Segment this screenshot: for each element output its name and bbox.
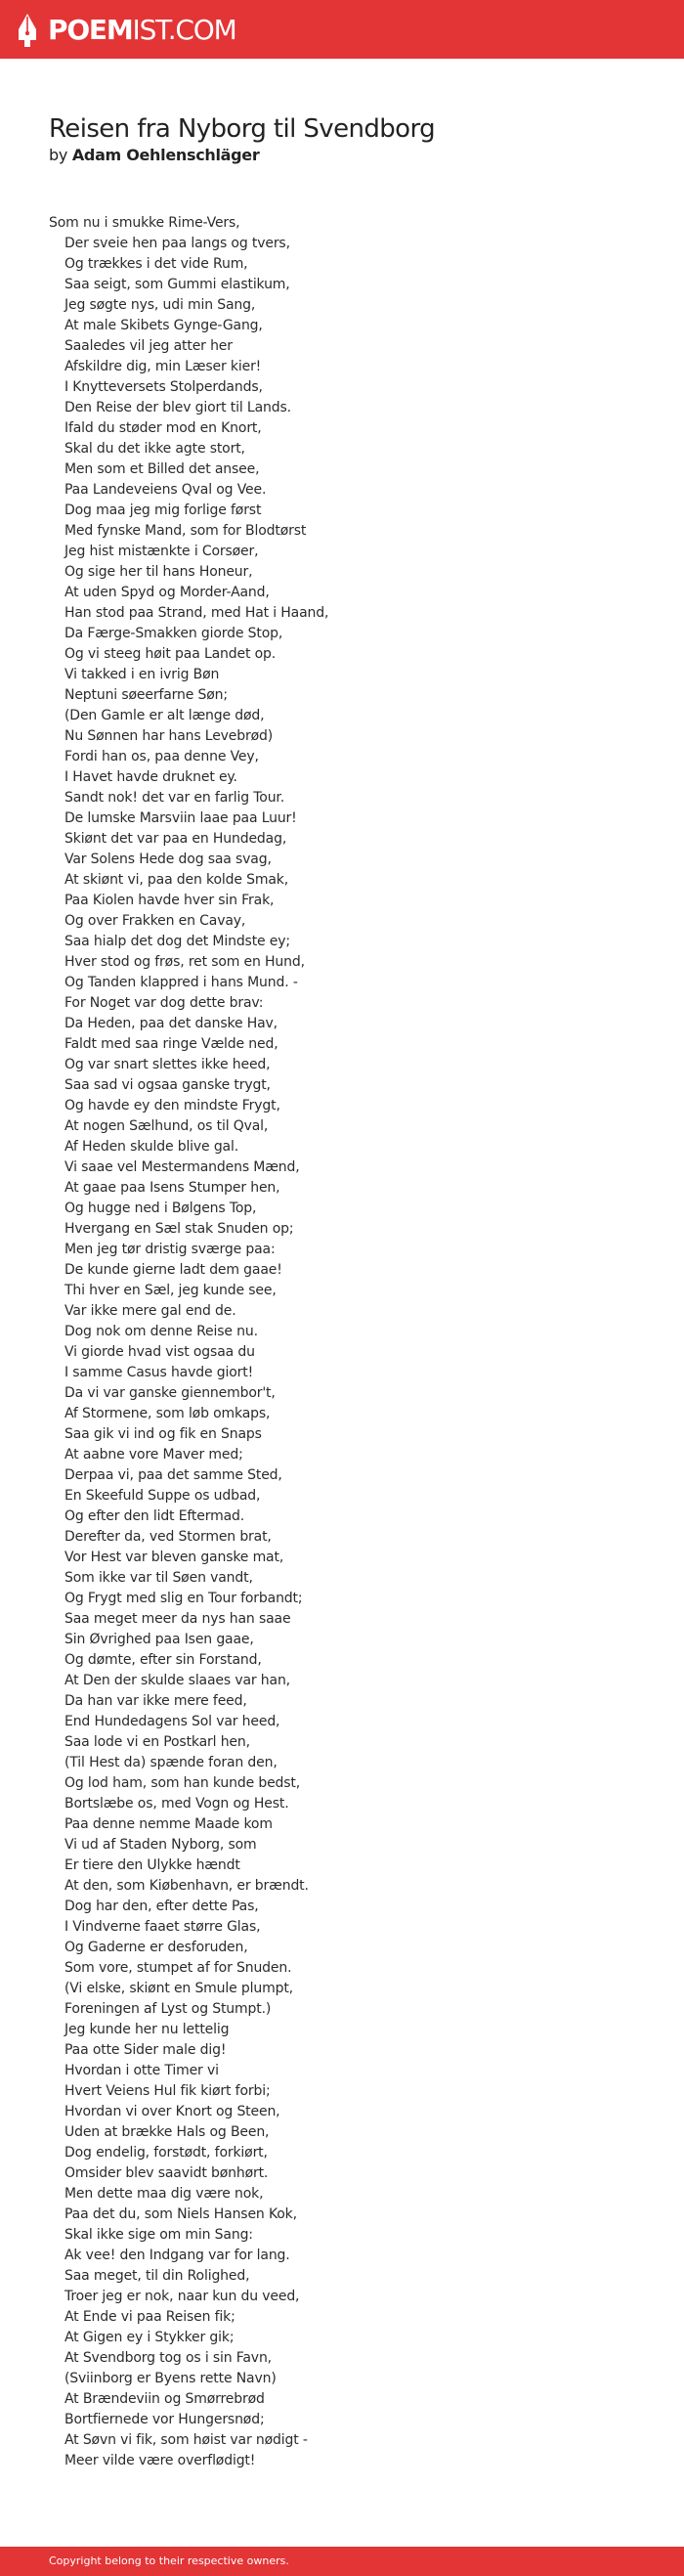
poem-line: Og Frygt med slig en Tour forbandt; <box>64 1591 303 1606</box>
poem-line: Faldt med saa ringe Vælde ned, <box>64 1036 278 1052</box>
poem-line: Sandt nok! det var en farlig Tour. <box>64 790 285 806</box>
poem-byline <box>49 145 259 166</box>
poem-line: Saa meget, til din Rolighed, <box>64 2268 250 2284</box>
poem-line: At Søvn vi fik, som høist var nødigt - <box>64 2432 308 2448</box>
poem-line: Hvert Veiens Hul fik kiørt forbi; <box>64 2083 271 2099</box>
poem-line: Paa denne nemme Maade kom <box>64 1816 273 1832</box>
poem-line: Vi ud af Staden Nyborg, som <box>64 1837 257 1853</box>
poem-line: Saa meget meer da nys han saae <box>64 1611 291 1627</box>
poem-line: Da Heden, paa det danske Hav, <box>64 1016 278 1031</box>
poem-line: At Gigen ey i Stykker gik; <box>64 2330 235 2345</box>
poem-line: Jeg kunde her nu lettelig <box>64 2022 230 2037</box>
poem-line: At skiønt vi, paa den kolde Smak, <box>64 872 289 888</box>
poem-line: Bortslæbe os, med Vogn og Hest. <box>64 1796 289 1812</box>
poem-line: Meer vilde være overflødigt! <box>64 2453 256 2468</box>
author-name[interactable]: Adam Oehlenschläger <box>71 146 260 164</box>
poem-line: Som vore, stumpet af for Snuden. <box>64 1960 292 1976</box>
poem-line: I Havet havde druknet ey. <box>64 769 237 785</box>
poem-line: Saa lode vi en Postkarl hen, <box>64 1734 250 1750</box>
poem-line: I Vindverne faaet større Glas, <box>64 1919 261 1935</box>
poem-line: Dog endelig, forstødt, forkiørt, <box>64 2145 268 2161</box>
poem-line: Og efter den lidt Eftermad. <box>64 1508 245 1524</box>
poem-line: Troer jeg er nok, naar kun du veed, <box>64 2289 300 2304</box>
poem-line: Vi giorde hvad vist ogsaa du <box>64 1344 255 1360</box>
poem-line: (Vi elske, skiønt en Smule plumpt, <box>64 1981 293 1996</box>
poem-line: (Den Gamle er alt længe død, <box>64 708 265 723</box>
logo-text-light: IST.COM <box>132 14 236 46</box>
fountain-pen-nib-icon <box>17 13 38 48</box>
poem-line: At male Skibets Gynge-Gang, <box>64 318 263 333</box>
poem-line: Dog nok om denne Reise nu. <box>64 1324 258 1339</box>
poem-line: Fordi han os, paa denne Vey, <box>64 749 259 764</box>
poem-line: Og dømte, efter sin Forstand, <box>64 1652 262 1668</box>
poem-line: Han stod paa Strand, med Hat i Haand, <box>64 605 329 621</box>
poem-line: De kunde gierne ladt dem gaae! <box>64 1262 282 1278</box>
poem-line: (Sviinborg er Byens rette Navn) <box>64 2371 277 2386</box>
poem-line: Hvordan i otte Timer vi <box>64 2063 219 2078</box>
poem-line: Paa det du, som Niels Hansen Kok, <box>64 2206 297 2222</box>
poem-line: Derpaa vi, paa det samme Sted, <box>64 1467 282 1483</box>
poem-line: At Svendborg tog os i sin Favn, <box>64 2350 272 2366</box>
poem-line: Vi saae vel Mestermandens Mænd, <box>64 1159 300 1175</box>
poem-line: Ak vee! den Indgang var for lang. <box>64 2248 290 2263</box>
poem-line: Omsider blev saavidt bønhørt. <box>64 2165 269 2181</box>
poem-line: Men som et Billed det ansee, <box>64 461 260 477</box>
poem-line: Der sveie hen paa langs og tvers, <box>64 236 290 251</box>
poem-line: Og sige her til hans Honeur, <box>64 564 253 580</box>
poem-line: De lumske Marsviin laae paa Luur! <box>64 810 297 826</box>
poem-line: Bortfiernede vor Hungersnød; <box>64 2412 265 2427</box>
poem-line: Og lod ham, som han kunde bedst, <box>64 1775 301 1791</box>
poem-line: Saaledes vil jeg atter her <box>64 338 233 354</box>
poem-line: Vor Hest var bleven ganske mat, <box>64 1550 284 1565</box>
poem-line: At Ende vi paa Reisen fik; <box>64 2309 235 2325</box>
poem-line: Saa hialp det dog det Mindste ey; <box>64 934 290 949</box>
poem-line: Afskildre dig, min Læser kier! <box>64 359 262 374</box>
poem-line: At Den der skulde slaaes var han, <box>64 1673 290 1688</box>
site-footer <box>0 2547 684 2576</box>
poem-line: Skal ikke sige om min Sang: <box>64 2227 253 2243</box>
poem-line: Men dette maa dig være nok, <box>64 2186 264 2202</box>
poem-line: Jeg hist mistænkte i Corsøer, <box>64 544 259 559</box>
poem-line: End Hundedagens Sol var heed, <box>64 1714 280 1729</box>
poem-line: Ifald du støder mod en Knort, <box>64 420 262 436</box>
poem-line: Da han var ikke mere feed, <box>64 1693 247 1709</box>
poem-line: Er tiere den Ulykke hændt <box>64 1857 240 1873</box>
poem-line: Paa otte Sider male dig! <box>64 2042 227 2058</box>
poem-line: Neptuni søeerfarne Søn; <box>64 687 228 703</box>
poem-line: For Noget var dog dette brav: <box>64 995 264 1011</box>
poem-line: Med fynske Mand, som for Blodtørst <box>64 523 307 539</box>
poem-line: Af Heden skulde blive gal. <box>64 1139 239 1155</box>
poem-line: Skal du det ikke agte stort, <box>64 441 245 457</box>
poem-line: Og over Frakken en Cavay, <box>64 913 246 929</box>
poem-line: Af Stormene, som løb omkaps, <box>64 1406 271 1421</box>
poem-line: Og trækkes i det vide Rum, <box>64 256 248 272</box>
site-header <box>0 0 684 59</box>
poem-line: Jeg søgte nys, udi min Sang, <box>64 297 256 313</box>
poem-line: Og var snart slettes ikke heed, <box>64 1057 271 1072</box>
poem-line: Da vi var ganske giennembor't, <box>64 1385 276 1401</box>
poem-line: At Brændeviin og Smørrebrød <box>64 2391 265 2407</box>
poem-line: Sin Øvrighed paa Isen gaae, <box>64 1632 254 1647</box>
poem-line: Paa Kiolen havde hver sin Frak, <box>64 893 275 908</box>
poem-line: I Knytteversets Stolperdands, <box>64 379 263 395</box>
logo-wordmark <box>48 13 236 48</box>
poem-line: At den, som Kiøbenhavn, er brændt. <box>64 1878 309 1894</box>
poem-line: At nogen Sælhund, os til Qval, <box>64 1118 269 1134</box>
poem-line: Og hugge ned i Bølgens Top, <box>64 1201 257 1216</box>
poem-line: Hvergang en Sæl stak Snuden op; <box>64 1221 294 1237</box>
poem-line: At aabne vore Maver med; <box>64 1447 243 1463</box>
poem-line: Foreningen af Lyst og Stumpt.) <box>64 2001 272 2017</box>
poem-line: Var Solens Hede dog saa svag, <box>64 851 272 867</box>
poem-line: Og Gaderne er desforuden, <box>64 1940 248 1955</box>
poem-line: Var ikke mere gal end de. <box>64 1303 236 1319</box>
poem-line: Da Færge-Smakken giorde Stop, <box>64 626 283 641</box>
poem-line: Dog har den, efter dette Pas, <box>64 1899 259 1914</box>
poem-line: Hvordan vi over Knort og Steen, <box>64 2104 280 2119</box>
poem-line: Hver stod og frøs, ret som en Hund, <box>64 954 305 970</box>
poem-line: At gaae paa Isens Stumper hen, <box>64 1180 280 1196</box>
poem-line: Og havde ey den mindste Frygt, <box>64 1098 280 1113</box>
poem-line: (Til Hest da) spænde foran den, <box>64 1755 278 1770</box>
poem-line: Som ikke var til Søen vandt, <box>64 1570 253 1586</box>
poem-body <box>49 213 635 2471</box>
poem-line: Vi takked i en ivrig Bøn <box>64 667 220 682</box>
poem-line: Dog maa jeg mig forlige først <box>64 502 262 518</box>
poem-line: Og Tanden klappred i hans Mund. - <box>64 975 298 990</box>
logo-text-bold: POEM <box>48 14 133 46</box>
poem-line: Men jeg tør dristig sværge paa: <box>64 1242 276 1257</box>
poem-line: Paa Landeveiens Qval og Vee. <box>64 482 267 498</box>
poem-line: Thi hver en Sæl, jeg kunde see, <box>64 1283 277 1298</box>
poem-line: Som nu i smukke Rime-Vers, <box>49 215 240 231</box>
poem-line: Og vi steeg høit paa Landet op. <box>64 646 277 662</box>
poem-line: Saa sad vi ogsaa ganske trygt, <box>64 1077 271 1093</box>
poem-line: Nu Sønnen har hans Levebrød) <box>64 728 274 744</box>
poem-line: En Skeefuld Suppe os udbad, <box>64 1488 261 1504</box>
poem-line: At uden Spyd og Morder-Aand, <box>64 585 270 600</box>
site-logo[interactable] <box>17 13 236 48</box>
poem-line: Skiønt det var paa en Hundedag, <box>64 831 287 847</box>
byline-label: by <box>49 146 68 164</box>
poem-line: Derefter da, ved Stormen brat, <box>64 1529 272 1545</box>
poem-line: I samme Casus havde giort! <box>64 1365 254 1380</box>
poem-line: Saa seigt, som Gummi elastikum, <box>64 277 290 292</box>
poem-line: Saa gik vi ind og fik en Snaps <box>64 1426 262 1442</box>
poem-line: Den Reise der blev giort til Lands. <box>64 400 291 415</box>
copyright-notice: Copyright belong to their respective owners. <box>49 2554 289 2567</box>
poem-title: Reisen fra Nyborg til Svendborg <box>49 114 436 144</box>
poem-line: Uden at brække Hals og Been, <box>64 2124 270 2140</box>
